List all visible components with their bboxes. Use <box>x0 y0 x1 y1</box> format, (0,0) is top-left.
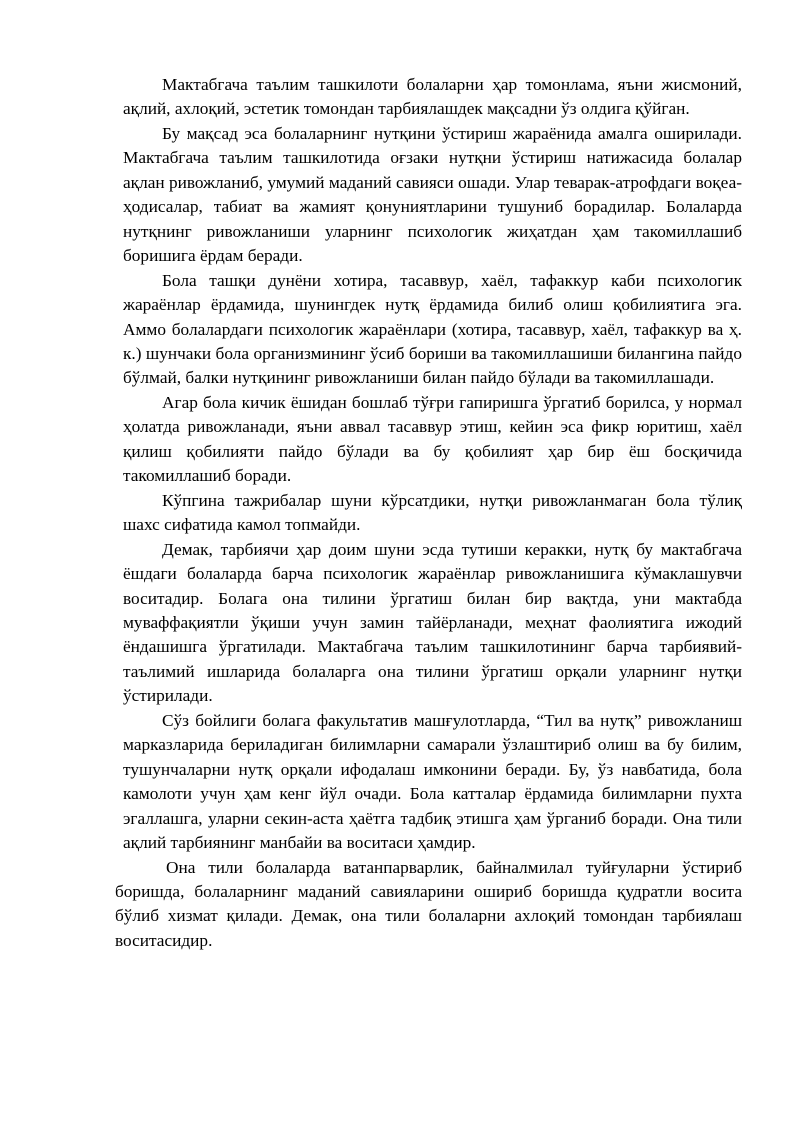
paragraph-4: Агар бола кичик ёшидан бошлаб тўғри гапиришга ўргатиб борилса, у нормал ҳолатда ривожланади, яъни аввал тасаввур этиш, кейин эса фикр юритиш, хаёл қилиш қобилияти пайдо бўлади ва бу қобилият ҳар бир ёш босқичида такомиллашиб боради. <box>123 392 742 486</box>
paragraph-1: Мактабгача таълим ташкилоти болаларни ҳар томонлама, яъни жисмоний, ақлий, ахлоқий, эстетик томондан тарбиялашдек мақсадни ўз олдига қўйган. <box>123 75 742 119</box>
paragraph-2: Бу мақсад эса болаларнинг нутқини ўстириш жараёнида амалга оширилади. Мактабгача таълим ташкилотида оғзаки нутқни ўстириш натижасида болалар ақлан ривожланиб, умумий маданий савияси ошади. Улар теварак-атрофдаги воқеа-ҳодисалар, табиат ва жамият қонуниятларини тушуниб борадилар. Болаларда нутқнинг ривожланиши уларнинг психологик жиҳатдан ҳам такомиллашиб боришига ёрдам беради. <box>123 123 742 266</box>
paragraph-8: Она тили болаларда ватанпарварлик, байналмилал туйғуларни ўстириб боришда, болаларнинг маданий савияларини ошириб боришда қудратли восита бўлиб хизмат қилади. Демак, она тили болаларни ахлоқий томондан тарбиялаш воситасидир. <box>115 857 742 950</box>
paragraph-6: Демак, тарбиячи ҳар доим шуни эсда тутиши керакки, нутқ бу мактабгача ёшдаги болаларда барча психологик жараёнлар ривожланишига кўмаклашувчи воситадир. Болага она тилини ўргатиш билан бир вақтда, уни мактабда муваффақиятли ўқиши учун замин тайёрланади, меҳнат фаолиятига ижодий ёндашишга ўргатилади. Мактабгача таълим ташкилотининг барча тарбиявий-таълимий ишларида болаларга она тилини ўргатиш орқали уларнинг нутқи ўстирилади. <box>123 539 742 706</box>
document-body <box>115 73 742 953</box>
paragraph-7: Сўз бойлиги болага факультатив машғулотларда, “Тил ва нутқ” ривожланиш марказларида бериладиган билимларни самарали ўзлаштириб олиш ва бу билим, тушунчаларни нутқ орқали ифодалаш имконини беради. Бу, ўз навбатида, бола камолоти учун ҳам кенг йўл очади. Бола катталар ёрдамида билимларни пухта эгаллашга, уларни секин-аста ҳаётга тадбиқ этишга ҳам ўрганиб боради. Она тили ақлий тарбиянинг манбайи ва воситаси ҳамдир. <box>123 710 742 853</box>
paragraph-3: Бола ташқи дунёни хотира, тасаввур, хаёл, тафаккур каби психологик жараёнлар ёрдамида, шунингдек нутқ ёрдамида билиб олиш қобилиятига эга. Аммо болалардаги психологик жараёнлари (хотира, тасаввур, хаёл, тафаккур ва ҳ. к.) шунчаки бола организмининг ўсиб бориши ва такомиллашиши билангина пайдо бўлмай, балки нутқининг ривожланиши билан пайдо бўлади ва такомиллашади. <box>123 270 742 388</box>
paragraph-5: Кўпгина тажрибалар шуни кўрсатдики, нутқи ривожланмаган бола тўлиқ шахс сифатида камол топмайди. <box>123 490 742 535</box>
